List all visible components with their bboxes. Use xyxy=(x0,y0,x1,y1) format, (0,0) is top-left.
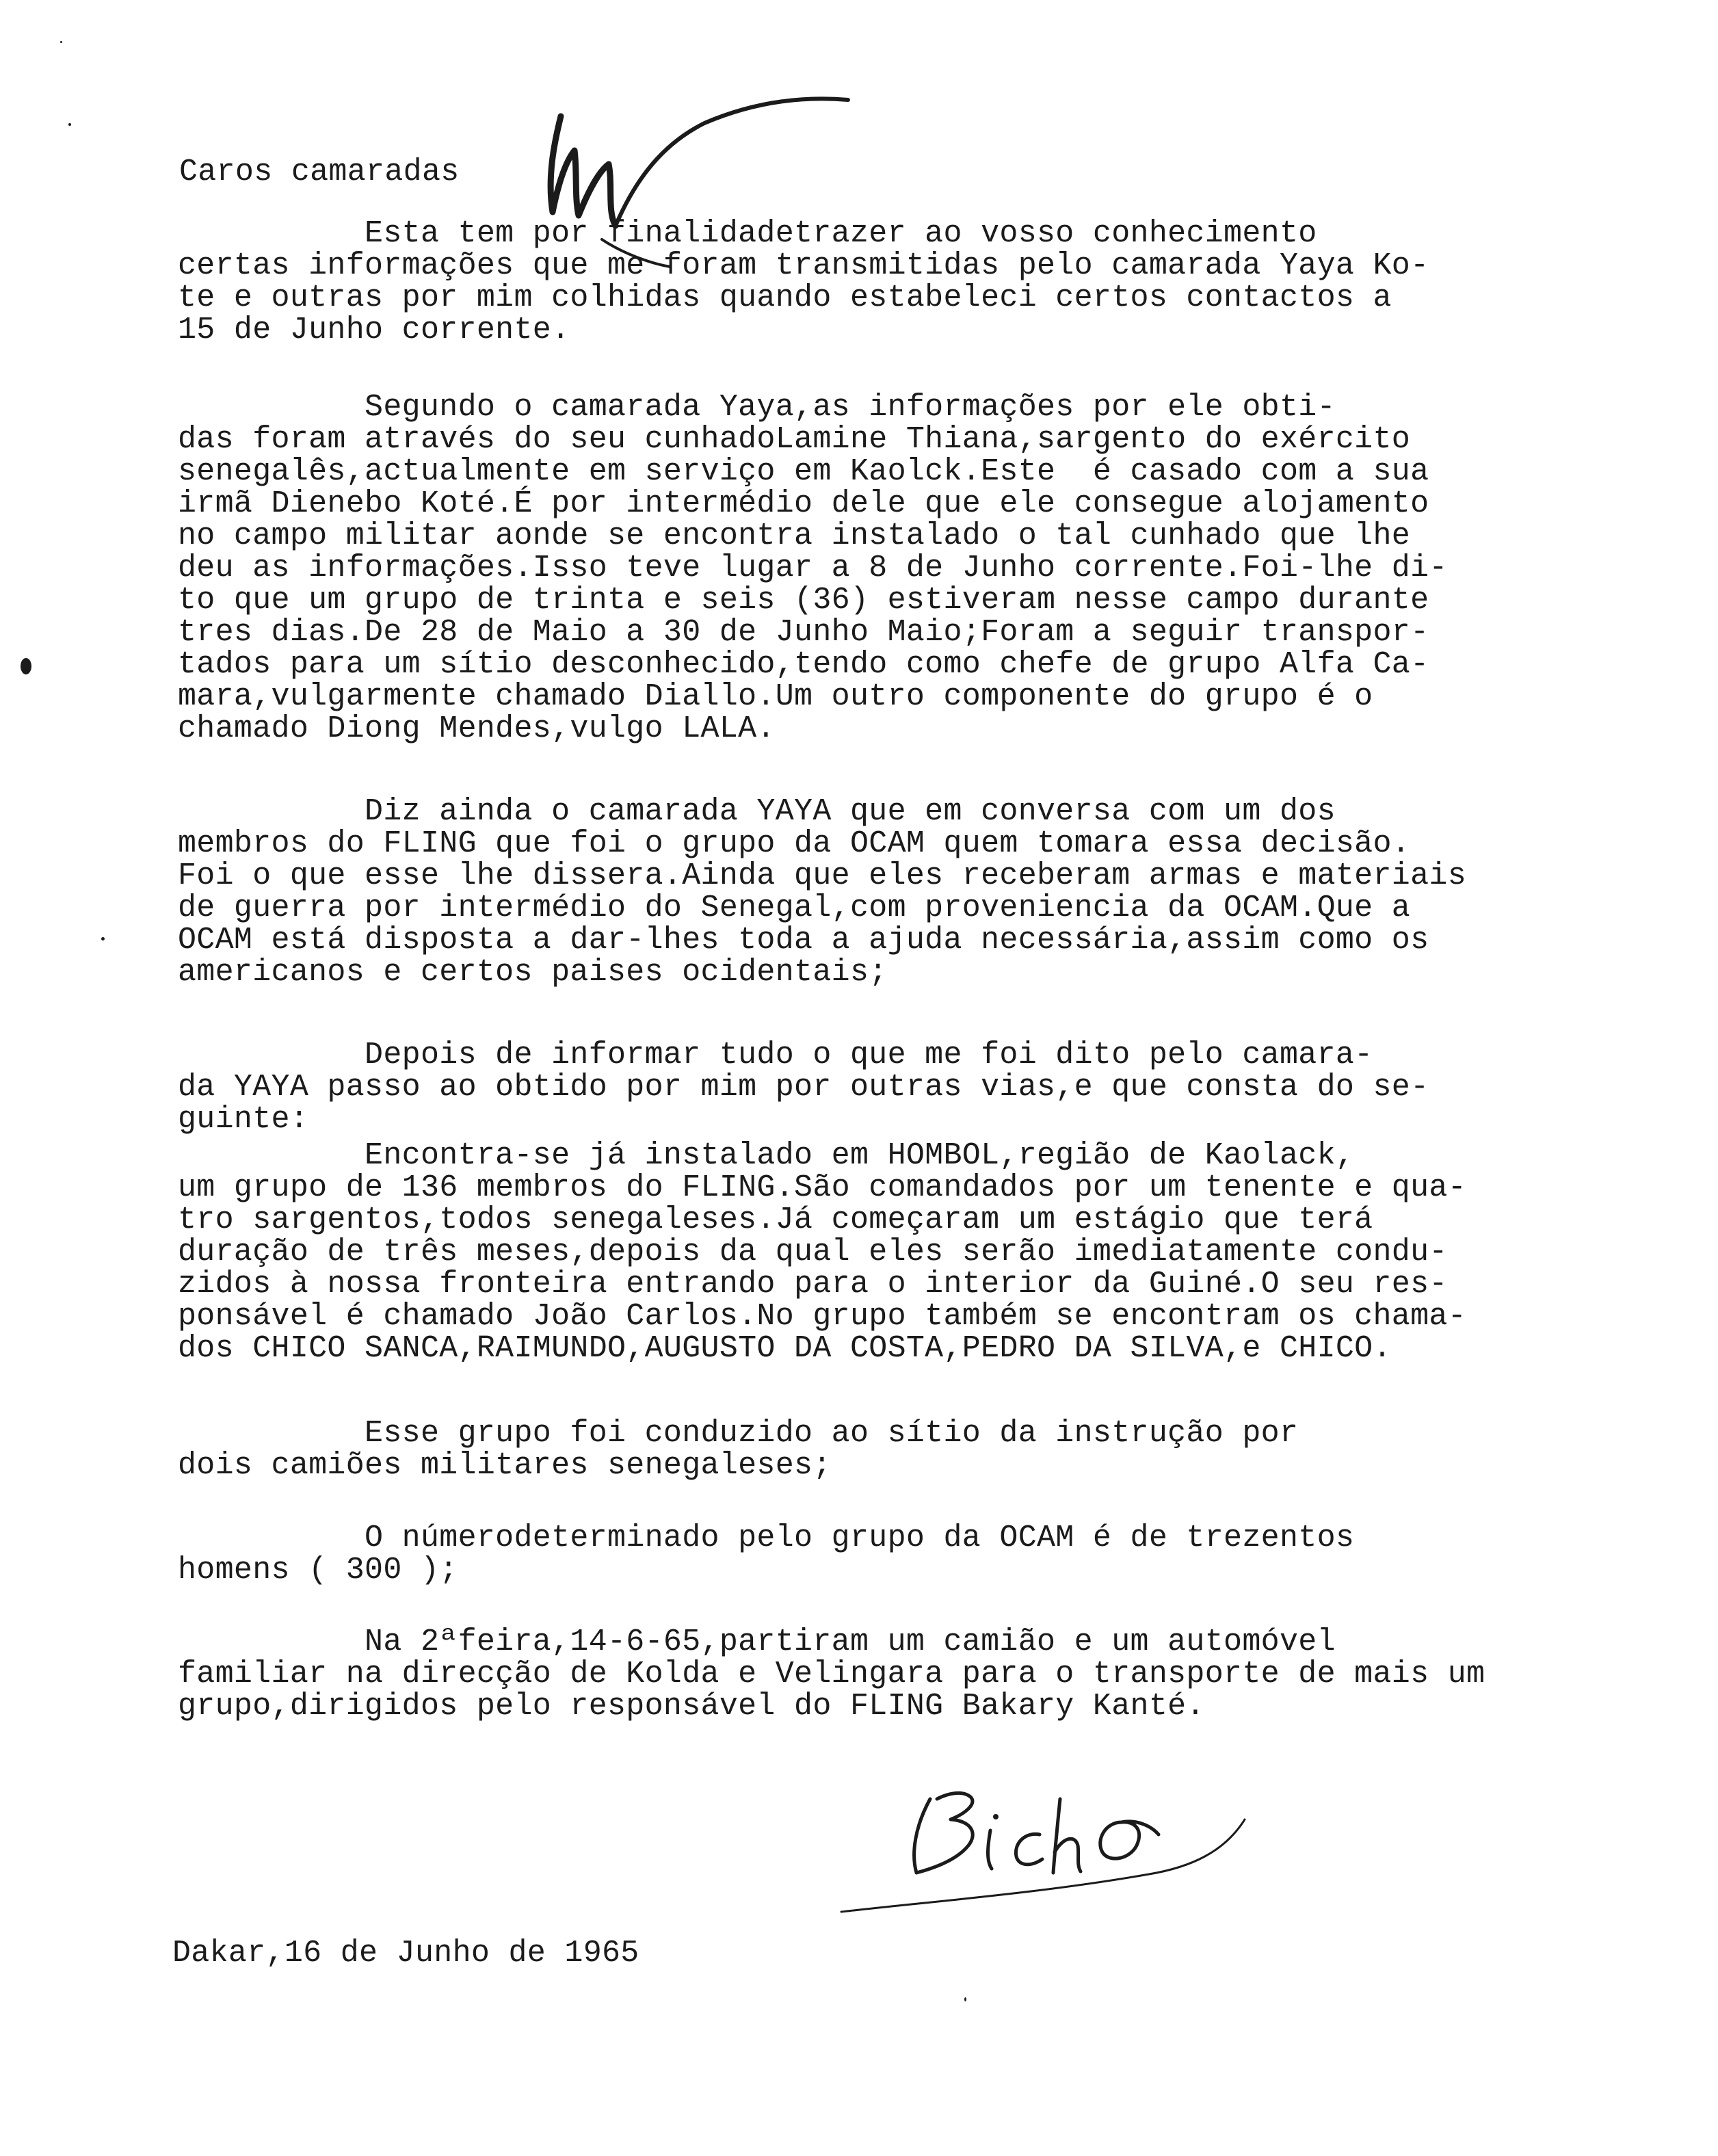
scan-speck xyxy=(68,123,71,126)
text-line: ponsável é chamado João Carlos.No grupo também se encontram os chama- xyxy=(178,1299,1467,1334)
text-line: senegalês,actualmente em serviço em Kaolck.Este é casado com a sua xyxy=(178,454,1429,489)
text-line: mara,vulgarmente chamado Diallo.Um outro componente do grupo é o xyxy=(178,679,1373,714)
text-line: no campo militar aonde se encontra instalado o tal cunhado que lhe xyxy=(178,518,1411,553)
text-line: te e outras por mim colhidas quando estabeleci certos contactos a xyxy=(178,280,1392,315)
text-line: das foram através do seu cunhadoLamine Thiana,sargento do exército xyxy=(178,422,1411,457)
scan-speck xyxy=(101,937,105,941)
text-line: familiar na direcção de Kolda e Velingara para o transporte de mais um xyxy=(178,1657,1485,1692)
text-line: OCAM está disposta a dar-lhes toda a ajuda necessária,assim como os xyxy=(178,923,1429,958)
text-line: tro sargentos,todos senegaleses.Já começaram um estágio que terá xyxy=(178,1202,1373,1237)
text-line: Foi o que esse lhe dissera.Ainda que eles receberam armas e materiais xyxy=(178,858,1467,893)
scan-speck xyxy=(964,1997,966,2001)
text-line: Esse grupo foi conduzido ao sítio da instrução por xyxy=(178,1416,1299,1451)
text-line: deu as informações.Isso teve lugar a 8 de Junho corrente.Foi-lhe di- xyxy=(178,551,1448,586)
text-line: homens ( 300 ); xyxy=(178,1553,458,1588)
text-line: um grupo de 136 membros do FLING.São comandados por um tenente e qua- xyxy=(178,1170,1467,1205)
text-line: tres dias.De 28 de Maio a 30 de Junho Maio;Foram a seguir transpor- xyxy=(178,615,1429,650)
text-line: 15 de Junho corrente. xyxy=(178,313,570,347)
text-line: chamado Diong Mendes,vulgo LALA. xyxy=(178,711,776,746)
text-line: dois camiões militares senegaleses; xyxy=(178,1448,832,1483)
text-line: certas informações que me foram transmitidas pelo camarada Yaya Ko- xyxy=(178,248,1429,283)
text-line: membros do FLING que foi o grupo da OCAM quem tomara essa decisão. xyxy=(178,826,1411,861)
text-line: Na 2ªfeira,14-6-65,partiram um camião e um automóvel xyxy=(178,1625,1336,1659)
text-line: irmã Dienebo Koté.É por intermédio dele que ele consegue alojamento xyxy=(178,486,1429,521)
text-line: Depois de informar tudo o que me foi dito pelo camara- xyxy=(178,1038,1373,1073)
dateline: Dakar,16 de Junho de 1965 xyxy=(172,1936,639,1971)
text-line: O númerodeterminado pelo grupo da OCAM é de trezentos xyxy=(178,1521,1355,1555)
text-line: guinte: xyxy=(178,1102,309,1137)
scan-speck xyxy=(60,41,62,43)
text-line: Encontra-se já instalado em HOMBOL,região de Kaolack, xyxy=(178,1138,1355,1173)
text-line: Segundo o camarada Yaya,as informações por ele obti- xyxy=(178,390,1336,425)
text-line: grupo,dirigidos pelo responsável do FLING Bakary Kanté. xyxy=(178,1689,1205,1724)
text-line: to que um grupo de trinta e seis (36) estiveram nesse campo durante xyxy=(178,583,1429,618)
text-line: dos CHICO SANCA,RAIMUNDO,AUGUSTO DA COSTA,PEDRO DA SILVA,e CHICO. xyxy=(178,1331,1392,1366)
handwritten-signature xyxy=(834,1772,1258,1929)
scan-speck xyxy=(21,658,31,674)
text-line: Esta tem por finalidadetrazer ao vosso conhecimento xyxy=(178,216,1317,251)
text-line: duração de três meses,depois da qual eles serão imediatamente condu- xyxy=(178,1235,1448,1270)
text-line: zidos à nossa fronteira entrando para o interior da Guiné.O seu res- xyxy=(178,1267,1448,1302)
text-line: tados para um sítio desconhecido,tendo como chefe de grupo Alfa Ca- xyxy=(178,647,1429,682)
text-line: da YAYA passo ao obtido por mim por outras vias,e que consta do se- xyxy=(178,1070,1429,1105)
text-line: de guerra por intermédio do Senegal,com proveniencia da OCAM.Que a xyxy=(178,891,1411,925)
text-line: americanos e certos paises ocidentais; xyxy=(178,955,888,990)
salutation: Caros camaradas xyxy=(179,155,460,189)
text-line: Diz ainda o camarada YAYA que em conversa com um dos xyxy=(178,794,1336,829)
